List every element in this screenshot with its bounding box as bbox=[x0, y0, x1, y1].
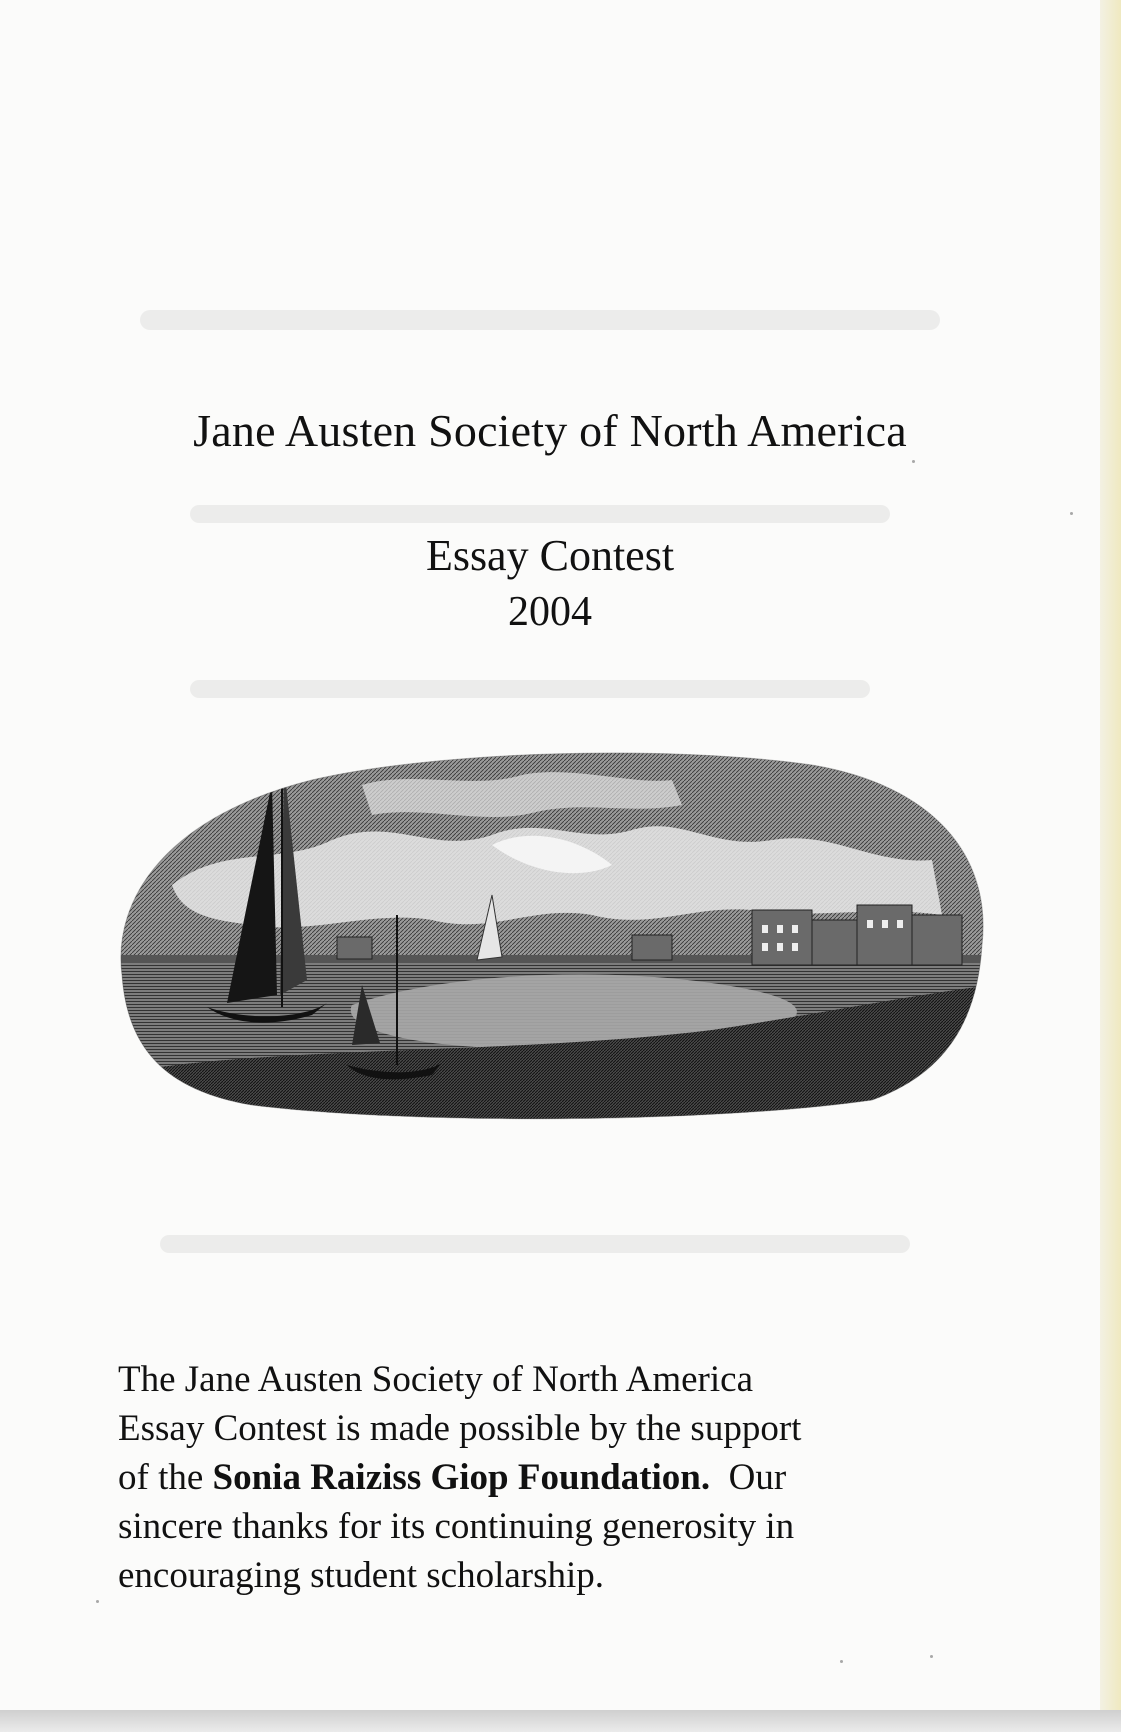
show-through-text bbox=[160, 1235, 910, 1253]
harbor-engraving-icon bbox=[112, 745, 992, 1125]
statement-line bbox=[118, 1453, 938, 1502]
sponsor-acknowledgement bbox=[118, 1355, 938, 1600]
organization-title: Jane Austen Society of North America bbox=[193, 405, 907, 456]
scan-speck bbox=[912, 460, 915, 463]
scan-speck bbox=[840, 1660, 843, 1663]
show-through-text bbox=[140, 310, 940, 330]
contest-title: Essay Contest bbox=[425, 531, 675, 580]
show-through-text bbox=[190, 680, 870, 698]
contest-year: 2004 bbox=[508, 589, 592, 635]
statement-text: Our bbox=[710, 1457, 787, 1498]
scan-speck bbox=[1070, 512, 1073, 515]
page-edge bbox=[1100, 0, 1121, 1732]
statement-text: of the bbox=[118, 1457, 213, 1498]
scan-speck bbox=[96, 1600, 99, 1603]
scanner-edge bbox=[0, 1710, 1121, 1732]
show-through-text bbox=[190, 505, 890, 523]
statement-line: sincere thanks for its continuing generosity in bbox=[118, 1506, 795, 1547]
statement-line: encouraging student scholarship. bbox=[118, 1555, 605, 1596]
statement-line: Essay Contest is made possible by the support bbox=[118, 1408, 802, 1449]
scan-speck bbox=[930, 1655, 933, 1658]
statement-line: The Jane Austen Society of North America bbox=[118, 1359, 753, 1400]
foundation-name: Sonia Raiziss Giop Foundation. bbox=[212, 1457, 711, 1498]
